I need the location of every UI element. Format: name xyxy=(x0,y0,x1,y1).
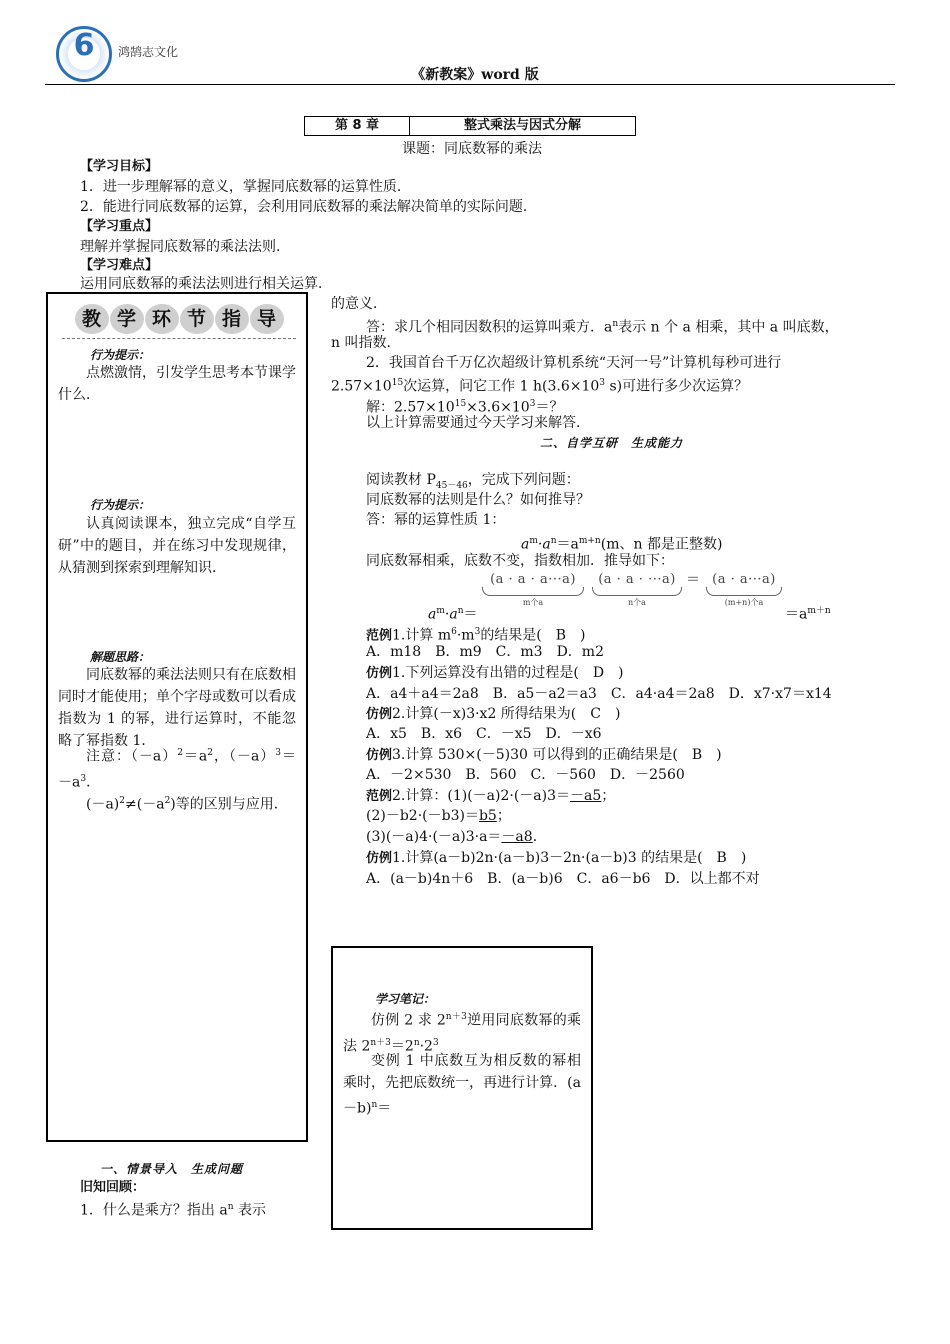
goals-heading: 【学习目标】 xyxy=(80,159,159,174)
difficulty-point: 运用同底数幂的乘法法则进行相关运算． xyxy=(80,276,332,292)
example-1: 范例1.计算 $m^6\cdot m^3$的结果是( B ) xyxy=(366,627,586,644)
tip2-text: 认真阅读课本，独立完成“自学互研”中的题目，并在练习中发现规律，从猜测到探索到理解知识． xyxy=(58,516,296,576)
tip3-title: 解题思路： xyxy=(90,650,151,664)
imitation-1: 仿例1.下列运算没有出错的过程是( D ) xyxy=(366,665,624,681)
goal-1: 1．进一步理解幂的意义，掌握同底数幂的运算性质． xyxy=(80,179,411,195)
example-2-part-3: (3)(－a)4·(－a)3·a＝－a8． xyxy=(366,829,547,845)
tip1-text: 点燃激情，引发学生思考本节课学什么． xyxy=(58,365,296,403)
header-divider xyxy=(45,84,895,85)
imitation-2-options: A．x5 B．x6 C．－x5 D．－x6 xyxy=(366,726,602,742)
power-rule-formula: $a^m\cdot a^n=a^{m+n}(m$、n 都是正整数) xyxy=(521,536,723,553)
banner-char: 教 xyxy=(75,304,109,334)
difficulty-heading: 【学习难点】 xyxy=(80,258,159,273)
imitation-2: 仿例2.计算(－x)3·x2 所得结果为( C ) xyxy=(366,706,621,722)
note-2: 变例 1 中底数互为相反数的幂相乘时，先把底数统一，再进行计算．$(a-b)^n=$ xyxy=(343,1053,581,1117)
derivation-equals: ＝ xyxy=(686,572,700,588)
banner-divider xyxy=(62,338,296,339)
imitation-3: 仿例3.计算 530×(－5)30 可以得到的正确结果是( B ) xyxy=(366,747,722,763)
brace-n: (a · a · ···a) n个a xyxy=(588,572,686,608)
guide-banner xyxy=(74,302,284,336)
banner-char: 学 xyxy=(110,304,144,334)
note-1: 仿例 2 求 $2^{n+3}$逆用同底数幂的乘法 $2^{n+3}=2^n\cdot 2^3$ xyxy=(343,1012,581,1055)
imitation-1-options: A．a4＋a4＝2a8 B．a5－a2＝a3 C．a4·a4＝2a8 D．x7·x7＝x14 xyxy=(366,686,832,702)
right-line-7: 以上计算需要通过今天学习来解答． xyxy=(366,415,590,431)
right-line-5: $2.57\times 10^{15}$次运算，问它工作 1 $h(3.6\times 10^3$ s)可进行多少次运算？ xyxy=(331,378,749,395)
example-2-part-2: (2)－b2·(－b3)＝b5； xyxy=(366,808,511,824)
example-2: 范例2.计算：(1)(－a)2·(－a)3＝－a5； xyxy=(366,788,616,804)
imitation-3-options: A．－2×530 B．560 C．－560 D．－2560 xyxy=(366,767,685,783)
key-point: 理解并掌握同底数幂的乘法法则． xyxy=(80,239,290,255)
notes-title: 学习笔记： xyxy=(375,992,436,1006)
banner-char: 节 xyxy=(180,304,214,334)
right-line-4: 2．我国首台千万亿次超级计算机系统“天河一号”计算机每秒可进行 xyxy=(366,355,782,371)
note-powers: 注意：$(-a)^2=a^2$，$(-a)^3=-a^3$． xyxy=(58,748,296,791)
tip3-text: 同底数幂的乘法法则只有在底数相同时才能使用；单个字母或数可以看成指数为 1 的幂，进行运算时，不能忽略了幂指数 1． xyxy=(58,667,296,749)
right-line-10: 答：幂的运算性质 1： xyxy=(366,512,506,528)
chapter-table xyxy=(304,116,636,136)
review-heading: 旧知回顾： xyxy=(80,1180,146,1195)
right-line-9: 同底数幂的法则是什么？如何推导？ xyxy=(366,492,590,508)
derivation-left: $a^m\cdot a^n=$ xyxy=(428,606,478,623)
banner-char: 指 xyxy=(215,304,249,334)
brace-mn: (a · a···a) (m+n)个a xyxy=(702,572,786,608)
right-line-2: 答：求几个相同因数积的运算叫乘方．$a^n$表示 n 个 a 相乘，其中 a 叫底数， xyxy=(366,319,839,336)
right-line-8: 阅读教材 $P_{45-46}$，完成下列问题： xyxy=(366,472,580,491)
logo-text: 鸿鹄志文化 xyxy=(118,45,179,59)
key-heading: 【学习重点】 xyxy=(80,219,159,234)
derivation-right: $=a^{m+n}$ xyxy=(785,606,831,623)
page-title: 《新教案》word 版 xyxy=(411,67,539,83)
right-line-3: n 叫指数． xyxy=(331,335,401,351)
example-1-options: A．m18 B．m9 C．m3 D．m2 xyxy=(366,644,604,660)
teaching-guide-panel xyxy=(46,292,308,1142)
goal-2: 2．能进行同底数幂的运算，会利用同底数幂的乘法解决简单的实际问题． xyxy=(80,199,537,215)
section-1-heading: 一、情景导入 生成问题 xyxy=(100,1162,244,1176)
logo-mark: 6 xyxy=(73,28,95,63)
right-line-6: 解：$2.57\times 10^{15}\times 3.6\times 10^3=$？ xyxy=(366,399,564,416)
study-notes-box xyxy=(331,946,593,1230)
lesson-title: 课题：同底数幂的乘法 xyxy=(402,141,542,157)
right-line-12: 同底数幂相乘，底数不变，指数相加．推导如下： xyxy=(366,553,674,569)
imitation-4: 仿例1.计算(a－b)2n·(a－b)3－2n·(a－b)3 的结果是( B ) xyxy=(366,850,747,866)
banner-char: 导 xyxy=(250,304,284,334)
chapter-name: 整式乘法与因式分解 xyxy=(463,118,581,133)
imitation-4-options: A．(a－b)4n＋6 B．(a－b)6 C．a6－b6 D．以上都不对 xyxy=(366,871,760,887)
right-line-1: 的意义． xyxy=(331,296,387,312)
tip2-title: 行为提示： xyxy=(90,498,151,512)
brace-m: (a · a · a···a) m个a xyxy=(478,572,588,608)
banner-char: 环 xyxy=(145,304,179,334)
note-difference: $(-a)^2\ne(-a^2)$等的区别与应用． xyxy=(86,796,288,813)
section-2-heading: 二、自学互研 生成能力 xyxy=(540,436,684,450)
review-question-1: 1．什么是乘方？指出 $a^n$ 表示 xyxy=(80,1202,266,1219)
chapter-number: 第 8 章 xyxy=(305,117,410,135)
tip1-title: 行为提示： xyxy=(90,348,151,362)
